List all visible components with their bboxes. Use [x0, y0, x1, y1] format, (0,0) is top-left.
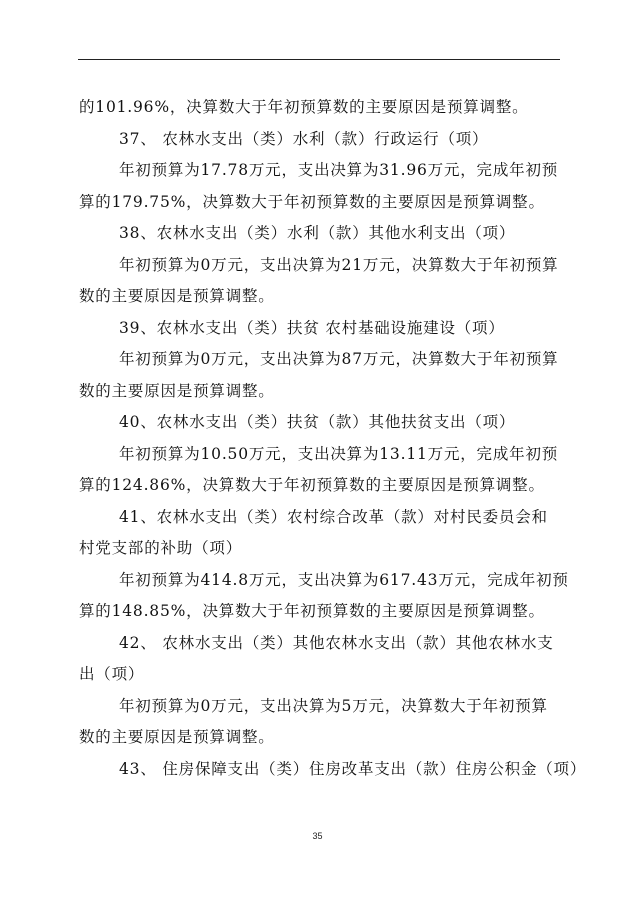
text-line: 算的124.86%，决算数大于年初预算数的主要原因是预算调整。 — [79, 476, 545, 494]
text-line: 年初预算为17.78万元，支出决算为31.96万元，完成年初预 — [119, 161, 559, 179]
text-line: 算的148.85%，决算数大于年初预算数的主要原因是预算调整。 — [79, 602, 545, 620]
item-heading-37: 37、 农林水支出（类）水利（款）行政运行（项） — [119, 129, 489, 148]
text-line: 年初预算为10.50万元，支出决算为13.11万元，完成年初预 — [119, 444, 559, 463]
header-rule — [78, 59, 560, 60]
item-heading-38: 38、农林水支出（类）水利（款）其他水利支出（项） — [119, 224, 516, 242]
item-heading-41: 41、农林水支出（类）农村综合改革（款）对村民委员会和 — [119, 507, 548, 526]
item-heading-39: 39、农林水支出（类）扶贫 农村基础设施建设（项） — [119, 318, 505, 337]
item-heading-42: 42、 农林水支出（类）其他农林水支出（款）其他农林水支 — [119, 633, 554, 652]
page-number: 35 — [312, 831, 323, 841]
text-line: 年初预算为414.8万元，支出决算为617.43万元，完成年初预 — [119, 570, 569, 589]
text-line: 出（项） — [79, 665, 145, 683]
item-heading-40: 40、农林水支出（类）扶贫（款）其他扶贫支出（项） — [119, 413, 516, 431]
text-line: 年初预算为0万元，支出决算为21万元，决算数大于年初预算 — [119, 255, 559, 274]
document-body — [79, 92, 587, 785]
text-line: 算的179.75%，决算数大于年初预算数的主要原因是预算调整。 — [79, 192, 545, 211]
item-heading-43: 43、 住房保障支出（类）住房改革支出（款）住房公积金（项） — [119, 759, 587, 778]
text-line: 村党支部的补助（项） — [79, 539, 243, 557]
text-line: 年初预算为0万元，支出决算为5万元，决算数大于年初预算 — [119, 696, 548, 715]
text-line: 数的主要原因是预算调整。 — [79, 287, 275, 305]
text-line: 数的主要原因是预算调整。 — [79, 728, 275, 746]
text-line: 的101.96%，决算数大于年初预算数的主要原因是预算调整。 — [79, 98, 529, 116]
text-line: 数的主要原因是预算调整。 — [79, 381, 275, 400]
text-line: 年初预算为0万元，支出决算为87万元，决算数大于年初预算 — [119, 350, 559, 368]
